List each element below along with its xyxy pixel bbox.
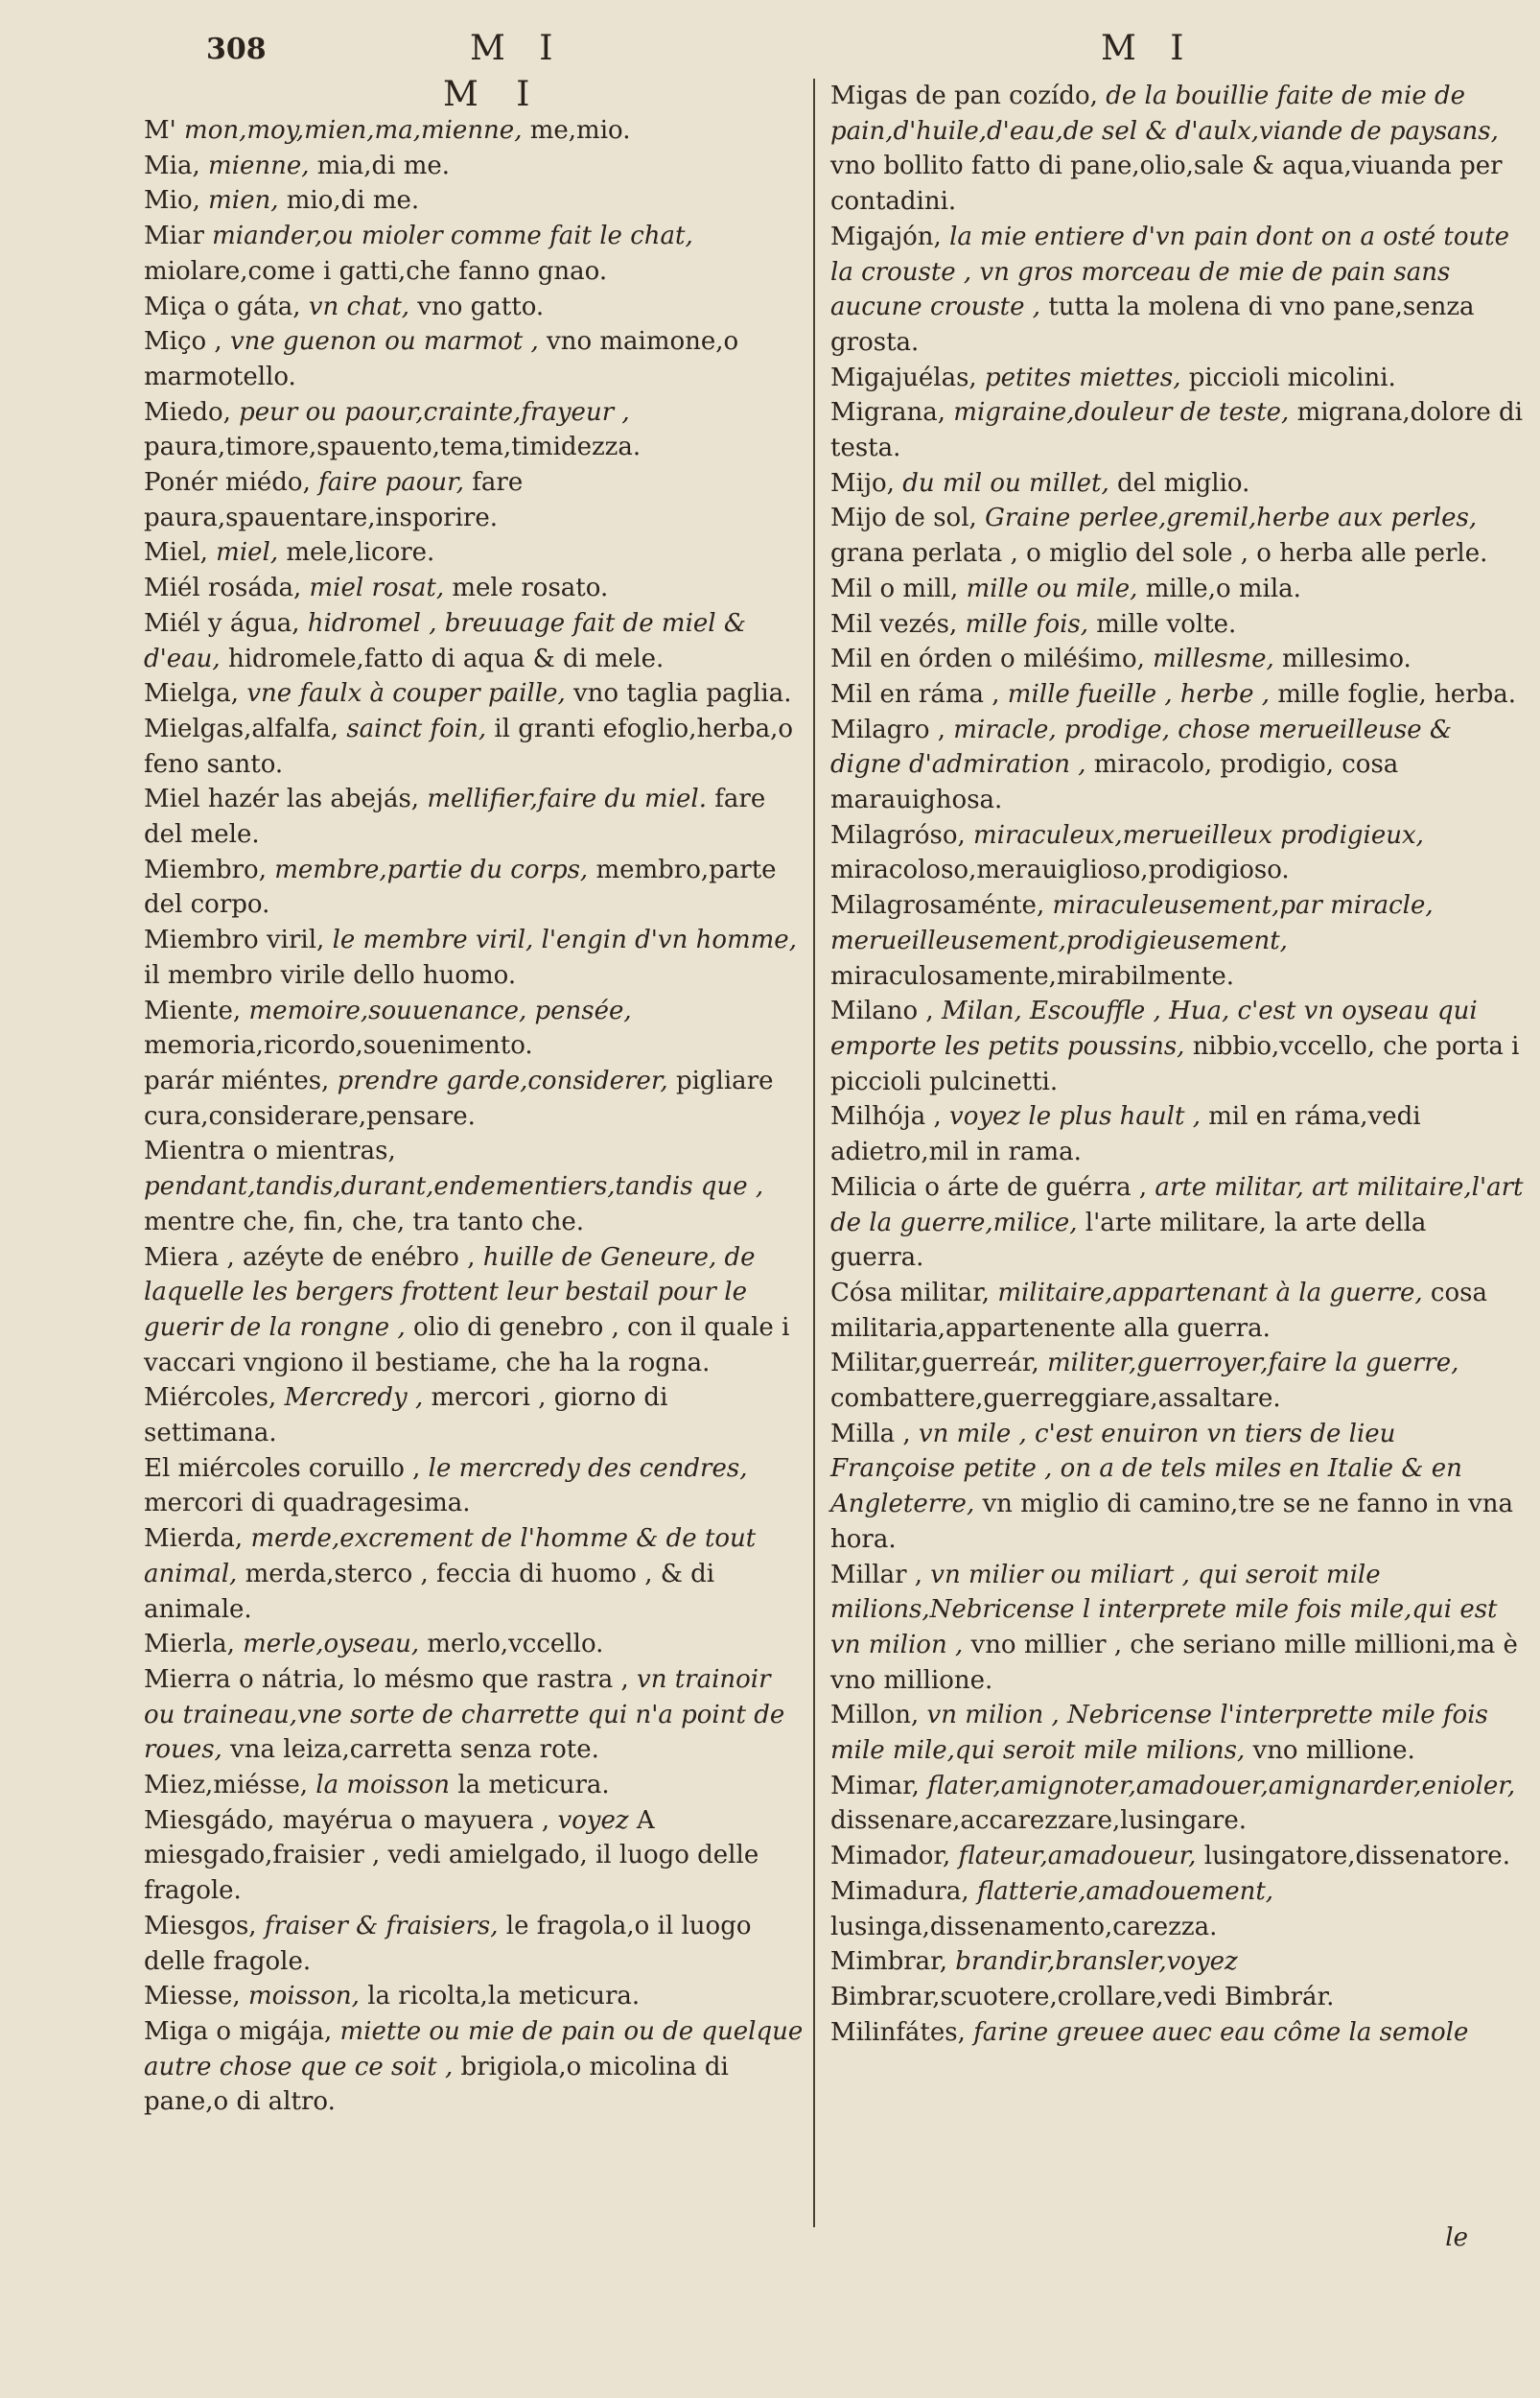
entry-italian: vna leiza,carretta senza rote. (230, 1735, 599, 1765)
entry-headword: Miesgos, (144, 1911, 257, 1940)
entry-italian: dissenare,accarezzare,lusingare. (830, 1806, 1247, 1836)
left-column (144, 113, 805, 2120)
entry-headword: Miga o migája, (144, 2016, 333, 2046)
entry-italian: nibbio,vccello, che porta i piccioli pulcinetti. (830, 1031, 1520, 1096)
entry-french: vne faulx à couper paille, (246, 679, 566, 709)
dictionary-entry (144, 1627, 805, 1662)
entry-headword: Mimador, (830, 1842, 951, 1871)
entry-italian: vno millier , che seriano mille millioni,ma è vno millione. (830, 1630, 1518, 1695)
entry-headword: Miço , (144, 327, 222, 357)
entry-french: pendant,tandis,durant,endementiers,tandis que , (144, 1172, 764, 1202)
entry-french: millesme, (1153, 645, 1274, 674)
dictionary-entry (144, 2014, 805, 2120)
entry-french: la mie entiere d'vn pain dont on a osté toute la crouste , vn gros morceau de mie de pain sans aucune crouste , (830, 222, 1510, 322)
entry-french: faire paour, (318, 468, 465, 498)
entry-headword: Miar (144, 222, 204, 251)
dictionary-entry (144, 1064, 805, 1134)
dictionary-entry (830, 994, 1526, 1099)
entry-italian: lusinga,dissenamento,carezza. (830, 1912, 1218, 1941)
entry-headword: Miel, (144, 538, 208, 568)
dictionary-entry (830, 1839, 1526, 1874)
entry-headword: Mierra o nátria, lo mésmo que rastra , (144, 1664, 629, 1694)
entry-italian: mercori , giorno di settimana. (144, 1383, 668, 1448)
entry-french: de la bouillie faite de mie de pain,d'huile,d'eau,de sel & d'aulx,viande de paysans, (830, 82, 1499, 146)
dictionary-entry (830, 677, 1526, 713)
dictionary-entry (144, 1451, 805, 1521)
entry-french: miraculeux,merueilleux prodigieux, (973, 820, 1424, 850)
entry-italian: tutta la molena di vno pane,senza grosta. (830, 293, 1475, 357)
entry-french: miraculeusement,par miracle, merueilleusement,prodigieusement, (830, 891, 1434, 955)
entry-italian: mele rosato. (452, 574, 609, 603)
dictionary-entry (830, 713, 1526, 818)
entry-headword: Migajón, (830, 222, 942, 251)
entry-italian: mia,di me. (316, 151, 450, 180)
dictionary-entry (144, 465, 805, 535)
entry-italian: miracolo, prodigio, cosa marauighosa. (830, 750, 1399, 815)
dictionary-entry (830, 501, 1526, 571)
dictionary-entry (144, 290, 805, 325)
entry-french: vn trainoir ou traineau,vne sorte de charrette qui n'a point de roues, (144, 1664, 785, 1765)
entry-french: huille de Geneure, de laquelle les bergers frottent leur bestail pour le guerir de la rongne , (144, 1242, 756, 1342)
entry-italian: migrana,dolore di testa. (830, 398, 1523, 463)
entry-italian: mille volte. (1096, 609, 1237, 639)
dictionary-entry (830, 572, 1526, 607)
entry-french: peur ou paour,crainte,frayeur , (239, 397, 630, 427)
entry-headword: Ponér miédo, (144, 468, 311, 498)
entry-french: miel rosat, (309, 574, 445, 603)
entry-french: mille fois, (965, 609, 1089, 639)
entry-italian: mele,licore. (286, 538, 435, 568)
entry-italian: mio,di me. (286, 186, 420, 216)
entry-headword: Migajuélas, (830, 363, 977, 392)
dictionary-entry (144, 113, 805, 149)
entry-italian: merlo,vccello. (427, 1630, 604, 1659)
entry-french: voyez le plus hault , (949, 1102, 1201, 1132)
entry-headword: Milano , (830, 997, 934, 1026)
entry-headword: Mierla, (144, 1630, 235, 1659)
dictionary-entry (144, 1134, 805, 1239)
entry-french: vn mile , c'est enuiron vn tiers de lieu Françoise petite , on a de tels miles en Italie & en Angleterre, (830, 1419, 1462, 1519)
entry-italian: millesimo. (1282, 645, 1412, 674)
dictionary-entry (144, 1979, 805, 2014)
dictionary-entry (144, 782, 805, 852)
dictionary-entry (830, 1769, 1526, 1839)
entry-french: miracle, prodige, chose merueilleuse & digne d'admiration , (830, 715, 1452, 780)
entry-french: Graine perlee,gremil,herbe aux perles, (985, 504, 1478, 533)
entry-headword: Miez,miésse, (144, 1771, 308, 1800)
entry-french: flatterie,amadouement, (976, 1876, 1274, 1906)
entry-italian: Bimbrar,scuotere,crollare,vedi Bimbrár. (830, 1982, 1335, 2011)
entry-french: hidromel , breuuage fait de miel & d'eau, (144, 608, 746, 673)
entry-italian: mentre che, fin, che, tra tanto che. (144, 1207, 585, 1236)
entry-italian: combattere,guerreggiare,assaltare. (830, 1384, 1281, 1414)
entry-italian: la meticura. (457, 1771, 610, 1800)
entry-french: merde,excrement de l'homme & de tout animal, (144, 1524, 757, 1588)
dictionary-entry (144, 324, 805, 394)
dictionary-entry (830, 1698, 1526, 1768)
entry-headword: Mientra o mientras, (144, 1137, 396, 1166)
entry-italian: mille,o mila. (1145, 574, 1301, 603)
dictionary-entry (144, 1768, 805, 1803)
dictionary-entry (144, 676, 805, 712)
dictionary-entry (144, 395, 805, 465)
entry-headword: Mil vezés, (830, 609, 958, 639)
entry-italian: miraculosamente,mirabilmente. (830, 961, 1234, 991)
entry-italian: me,mio. (529, 116, 631, 145)
dictionary-entry (830, 888, 1526, 994)
entry-headword: Milinfátes, (830, 2017, 966, 2047)
entry-headword: Miél y água, (144, 608, 300, 638)
dictionary-entry (144, 606, 805, 676)
entry-italian: hidromele,fatto di aqua & di mele. (227, 644, 665, 673)
dictionary-entry (144, 149, 805, 184)
entry-french: militaire,appartenant à la guerre, (997, 1278, 1423, 1307)
entry-headword: Miércoles, (144, 1383, 277, 1413)
dictionary-entry (144, 712, 805, 782)
running-head-right: M I (1101, 29, 1196, 68)
entry-french: Milan, Escouffle , Hua, c'est vn oyseau qui emporte les petits poussins, (830, 997, 1478, 1061)
entry-italian: A miesgado,fraisier , vedi amielgado, il luogo delle fragole. (144, 1805, 759, 1906)
entry-french: moisson, (247, 1982, 360, 2011)
entry-italian: miolare,come i gatti,che fanno gnao. (144, 256, 608, 286)
column-head-left: M I (443, 75, 544, 114)
entry-french: prendre garde,considerer, (337, 1066, 668, 1095)
entry-headword: Migrana, (830, 398, 946, 428)
entry-italian: piccioli micolini. (1188, 363, 1396, 392)
entry-italian: pigliare cura,considerare,pensare. (144, 1066, 774, 1131)
dictionary-entry (830, 361, 1526, 396)
entry-french: mille fueille , herbe , (1007, 679, 1271, 709)
right-column (813, 79, 1526, 2227)
dictionary-entry (830, 1346, 1526, 1416)
entry-italian: olio di genebro , con il quale i vaccari vngiono il bestiame, che ha la rogna. (144, 1312, 790, 1377)
dictionary-entry (830, 220, 1526, 361)
dictionary-entry (830, 1558, 1526, 1699)
entry-headword: Miembro, (144, 855, 267, 884)
dictionary-entry (830, 1944, 1526, 2014)
entry-french: miel, (216, 538, 279, 568)
entry-french: le mercredy des cendres, (428, 1453, 748, 1483)
dictionary-entry (144, 219, 805, 289)
entry-headword: Milicia o árte de guérra , (830, 1172, 1148, 1202)
entry-italian: fare del mele. (144, 785, 766, 850)
entry-french: le membre viril, l'engin d'vn homme, (332, 926, 797, 955)
entry-headword: Mijo de sol, (830, 504, 977, 533)
entry-french: Mercredy , (284, 1383, 424, 1413)
entry-headword: Mio, (144, 186, 200, 216)
dictionary-entry (830, 1276, 1526, 1346)
dictionary-entry (830, 395, 1526, 465)
entry-french: arte militar, art militaire,l'art de la guerre,milice, (830, 1172, 1524, 1237)
entry-headword: Mierda, (144, 1524, 244, 1554)
entry-french: petites miettes, (984, 363, 1181, 392)
entry-headword: Mil en órden o miléśimo, (830, 645, 1145, 674)
entry-headword: Miedo, (144, 397, 231, 427)
entry-italian: cosa militaria,appartenente alla guerra. (830, 1278, 1487, 1343)
dictionary-entry (144, 1909, 805, 1979)
entry-headword: Miembro viril, (144, 926, 325, 955)
dictionary-entry (144, 994, 805, 1064)
entry-french: mille ou mile, (966, 574, 1138, 603)
entry-french: mon,moy,mien,ma,mienne, (184, 116, 523, 145)
entry-headword: Milagróso, (830, 820, 966, 850)
dictionary-entry (830, 1099, 1526, 1169)
dictionary-entry (830, 1170, 1526, 1276)
entry-headword: Milhója , (830, 1102, 942, 1132)
dictionary-entry (830, 607, 1526, 643)
entry-headword: Milagrosaménte, (830, 891, 1045, 921)
entry-headword: Miesgádo, mayérua o mayuera , (144, 1805, 550, 1835)
page-number: 308 (206, 33, 267, 66)
entry-italian: mille foglie, herba. (1277, 679, 1517, 709)
entry-french: farine greuee auec eau côme la semole (973, 2017, 1469, 2047)
entry-headword: Milla , (830, 1419, 911, 1448)
entry-french: sainct foin, (346, 714, 487, 743)
dictionary-entry (830, 1874, 1526, 1944)
entry-headword: Migas de pan cozído, (830, 82, 1098, 110)
entry-french: mienne, (207, 151, 310, 180)
entry-italian: vno gatto. (417, 292, 545, 321)
entry-italian: fare paura,spauentare,insporire. (144, 468, 524, 532)
dictionary-entry (144, 183, 805, 219)
entry-headword: Milagro , (830, 715, 946, 744)
entry-italian: la ricolta,la meticura. (367, 1982, 641, 2011)
dictionary-entry (830, 642, 1526, 677)
entry-headword: Miera , azéyte de enébro , (144, 1242, 476, 1272)
entry-italian: del miglio. (1117, 468, 1250, 498)
entry-french: mellifier,faire du miel. (427, 785, 707, 814)
entry-headword: Mielgas,alfalfa, (144, 714, 339, 743)
dictionary-entry (144, 853, 805, 923)
dictionary-entry (830, 79, 1526, 220)
entry-headword: El miércoles coruillo , (144, 1453, 421, 1483)
entry-french: vn milion , Nebricense l'interprette mile fois mile mile,qui seroit mile milions, (830, 1701, 1488, 1766)
entry-headword: parár miéntes, (144, 1066, 330, 1095)
entry-italian: merda,sterco , feccia di huomo , & di animale. (144, 1559, 715, 1624)
entry-french: flateur,amadoueur, (958, 1842, 1197, 1871)
entry-italian: vno taglia paglia. (572, 679, 792, 709)
entry-headword: Miél rosáda, (144, 574, 302, 603)
entry-italian: mercori di quadragesima. (144, 1489, 471, 1518)
entry-french: vn milier ou miliart , qui seroit mile milions,Nebricense l interprete mile fois mile,qui est vn milion , (830, 1560, 1498, 1659)
entry-italian: grana perlata , o miglio del sole , o herba alle perle. (830, 539, 1488, 569)
dictionary-entry (144, 923, 805, 993)
entry-french: membre,partie du corps, (274, 855, 589, 884)
entry-french: brandir,bransler,voyez (955, 1947, 1238, 1977)
entry-italian: vno bollito fatto di pane,olio,sale & aqua,viuanda per contadini. (830, 152, 1503, 217)
dictionary-entry (144, 1662, 805, 1768)
dictionary-entry (830, 466, 1526, 502)
dictionary-entry (144, 535, 805, 571)
entry-french: miette ou mie de pain ou de quelque autre chose que ce soit , (144, 2016, 804, 2081)
entry-french: flater,amignoter,amadouer,amignarder,enioler, (927, 1771, 1516, 1800)
entry-headword: M' (144, 116, 176, 145)
entry-headword: Militar,guerreár, (830, 1349, 1039, 1378)
entry-italian: vno maimone,o marmotello. (144, 327, 739, 391)
entry-headword: Millon, (830, 1701, 920, 1730)
entry-italian: vn miglio di camino,tre se ne fanno in vna hora. (830, 1490, 1513, 1554)
dictionary-entry (830, 1417, 1526, 1558)
entry-french: voyez (557, 1805, 629, 1835)
entry-italian: vno millione. (1252, 1736, 1415, 1766)
entry-headword: Mimadura, (830, 1876, 969, 1906)
entry-italian: mil en ráma,vedi adietro,mil in rama. (830, 1102, 1421, 1167)
entry-french: fraiser & fraisiers, (264, 1911, 499, 1940)
entry-headword: Cósa militar, (830, 1278, 991, 1307)
entry-italian: memoria,ricordo,souenimento. (144, 1031, 533, 1061)
entry-french: memoire,souuenance, pensée, (248, 996, 632, 1025)
entry-headword: Millar , (830, 1560, 923, 1589)
entry-italian: l'arte militare, la arte della guerra. (830, 1208, 1427, 1273)
entry-headword: Mimbrar, (830, 1947, 948, 1977)
entry-headword: Mimar, (830, 1771, 920, 1800)
entry-french: vne guenon ou marmot , (229, 327, 539, 357)
dictionary-entry (144, 1380, 805, 1450)
entry-italian: brigiola,o micolina di pane,o di altro. (144, 2052, 729, 2117)
entry-headword: Miça o gáta, (144, 292, 301, 321)
entry-headword: Miesse, (144, 1982, 241, 2011)
entry-headword: Mil o mill, (830, 574, 959, 603)
entry-headword: Miel hazér las abejás, (144, 785, 420, 814)
entry-italian: paura,timore,spauento,tema,timidezza. (144, 433, 642, 462)
entry-italian: lusingatore,dissenatore. (1203, 1842, 1510, 1871)
entry-italian: miracoloso,merauiglioso,prodigioso. (830, 856, 1290, 885)
entry-headword: Mielga, (144, 679, 240, 709)
entry-italian: le fragola,o il luogo delle fragole. (144, 1911, 752, 1976)
entry-italian: membro,parte del corpo. (144, 855, 777, 920)
entry-headword: Miente, (144, 996, 242, 1025)
entry-french: vn chat, (308, 292, 410, 321)
entry-french: militer,guerroyer,faire la guerre, (1046, 1349, 1459, 1378)
dictionary-entry (144, 1803, 805, 1909)
entry-headword: Mia, (144, 151, 200, 180)
entry-italian: il membro virile dello huomo. (144, 960, 517, 990)
dictionary-entry (830, 2015, 1526, 2051)
dictionary-entry (144, 1240, 805, 1381)
entry-french: merle,oyseau, (243, 1630, 420, 1659)
entry-headword: Mil en ráma , (830, 679, 1000, 709)
entry-french: migraine,douleur de teste, (953, 398, 1290, 428)
dictionary-entry (144, 1521, 805, 1627)
entry-french: miander,ou mioler comme fait le chat, (212, 222, 693, 251)
dictionary-entry (830, 818, 1526, 888)
dictionary-entry (144, 571, 805, 606)
running-head-left: M I (470, 29, 565, 68)
entry-french: du mil ou millet, (902, 468, 1109, 498)
entry-italian: il granti efoglio,herba,o feno santo. (144, 714, 794, 779)
entry-headword: Mijo, (830, 468, 895, 498)
catchword: le (1445, 2223, 1468, 2252)
entry-french: la moisson (315, 1771, 451, 1800)
entry-french: mien, (208, 186, 279, 216)
